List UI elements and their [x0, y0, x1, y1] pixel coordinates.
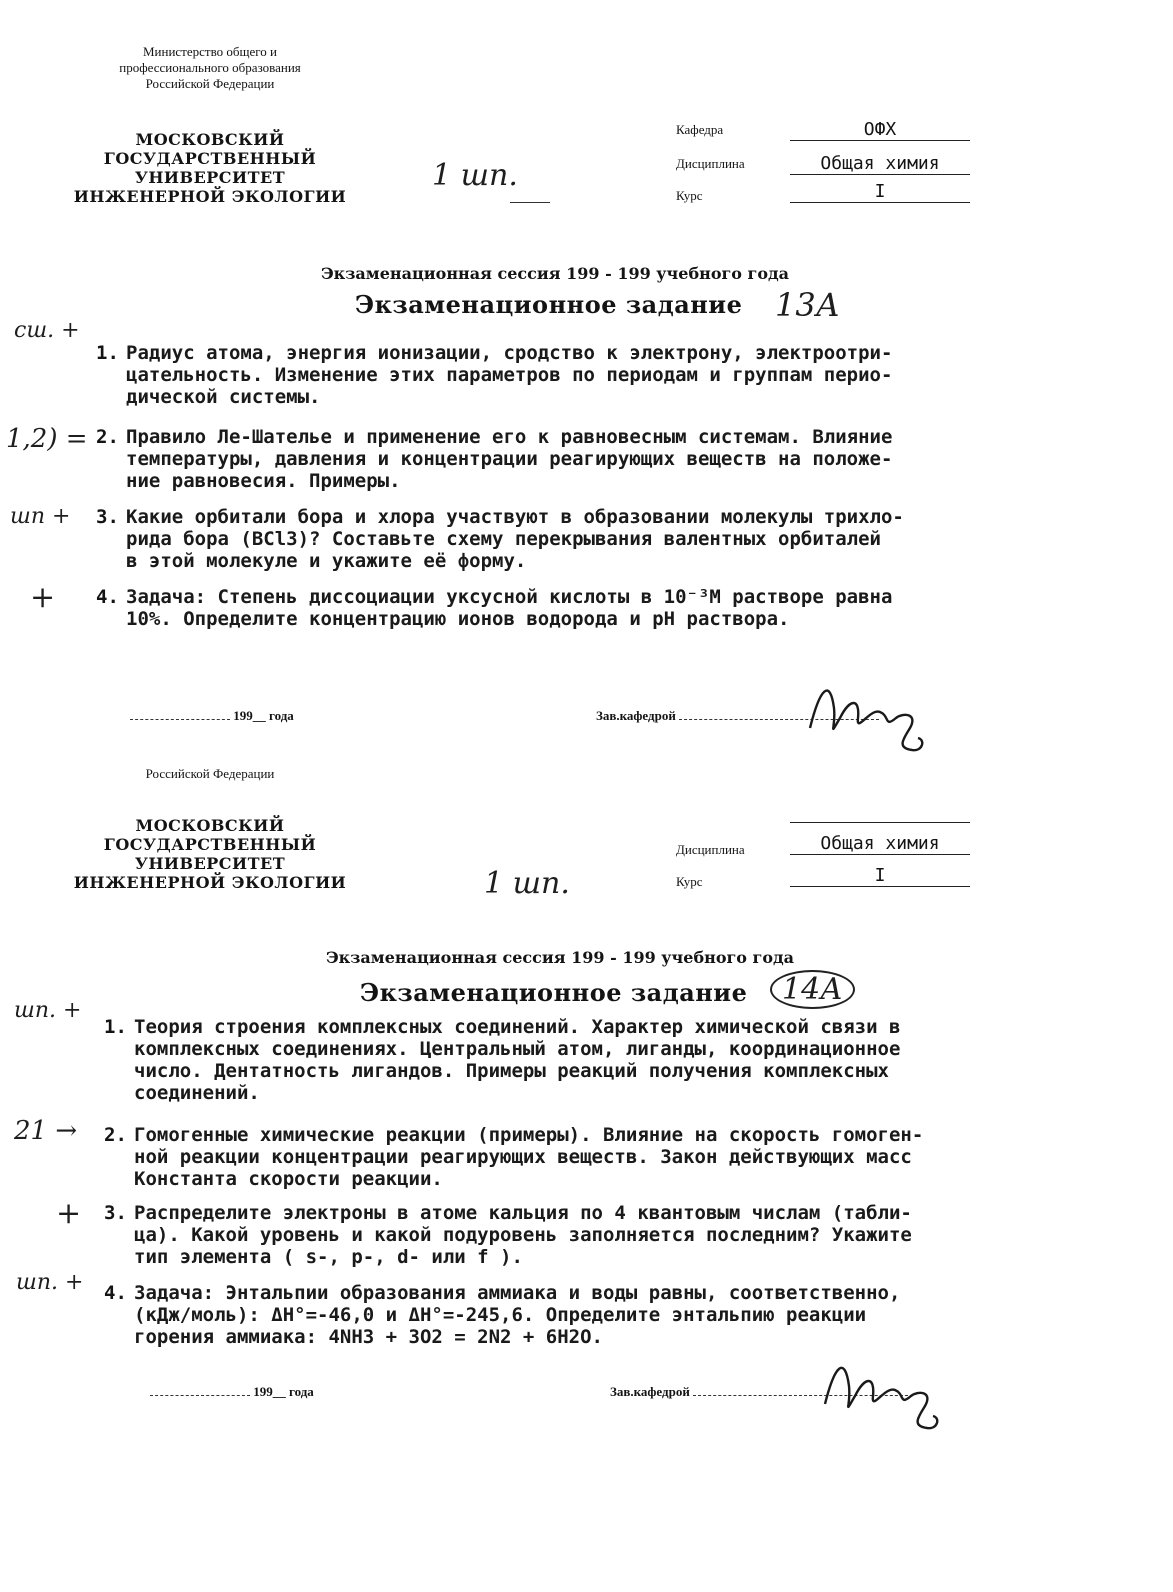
assignment-title: Экзаменационное задание	[360, 978, 748, 1007]
signature-1	[800, 668, 940, 763]
question-line: Задача: Энтальпии образования аммиака и воды равны, соответственно,	[134, 1282, 901, 1304]
margin-mark: сш. +	[14, 318, 80, 343]
question-line: Правило Ле-Шателье и применение его к равновесным системам. Влияние	[126, 426, 893, 448]
course-value: I	[790, 866, 970, 887]
university-line: УНИВЕРСИТЕТ	[134, 854, 286, 873]
question-number: 4.	[104, 1282, 127, 1304]
dept-blank	[790, 822, 970, 823]
question-line: Константа скорости реакции.	[134, 1168, 443, 1190]
question-line: ние равновесия. Примеры.	[126, 470, 401, 492]
discipline-label: Дисциплина	[676, 842, 745, 857]
university-line: ГОСУДАРСТВЕННЫЙ	[103, 149, 317, 168]
course-value: I	[790, 182, 970, 203]
ministry-block	[60, 44, 360, 92]
margin-mark: шп. +	[14, 998, 82, 1023]
question-3	[134, 1202, 1089, 1268]
date-blank	[130, 719, 230, 720]
margin-mark: +	[56, 1196, 82, 1231]
question-line: горения аммиака: 4NH3 + 3O2 = 2N2 + 6H2O.	[134, 1326, 603, 1348]
date-line	[150, 1384, 314, 1400]
session-line: Экзаменационная сессия 199 - 199 учебного года	[320, 264, 790, 283]
margin-mark: +	[30, 580, 56, 615]
university-line: ГОСУДАРСТВЕННЫЙ	[103, 835, 317, 854]
handwritten-note: 1 шп.	[484, 866, 570, 901]
question-line: Теория строения комплексных соединений. Характер химической связи в	[134, 1016, 901, 1038]
ministry-line: Министерство общего и	[142, 44, 277, 59]
question-line: ца). Какой уровень и какой подуровень заполняется последним? Укажите	[134, 1224, 912, 1246]
university-line: УНИВЕРСИТЕТ	[134, 168, 286, 187]
question-line: соединений.	[134, 1082, 260, 1104]
margin-mark: шп. +	[16, 1270, 84, 1295]
university-name	[60, 130, 360, 206]
question-line: Распределите электроны в атоме кальция по 4 квантовым числам (табли-	[134, 1202, 912, 1224]
question-number: 1.	[96, 342, 119, 364]
question-line: ной реакции концентрации реагирующих веществ. Закон действующих масс	[134, 1146, 912, 1168]
university-line: ИНЖЕНЕРНОЙ ЭКОЛОГИИ	[73, 873, 347, 892]
question-number: 3.	[104, 1202, 127, 1224]
question-line: 10%. Определите концентрацию ионов водорода и рН раствора.	[126, 608, 790, 630]
course-label: Курс	[676, 874, 703, 889]
question-line: в этой молекуле и укажите её форму.	[126, 550, 527, 572]
ministry-line: профессионального образования	[119, 60, 301, 75]
question-line: Какие орбитали бора и хлора участвуют в образовании молекулы трихло-	[126, 506, 904, 528]
date-text: 199__ года	[253, 1384, 314, 1399]
question-number: 1.	[104, 1016, 127, 1038]
question-line: Радиус атома, энергия ионизации, сродство к электрону, электроотри-	[126, 342, 893, 364]
question-line: комплексных соединениях. Центральный атом, лиганды, координационное	[134, 1038, 901, 1060]
question-1	[134, 1016, 1089, 1104]
university-line: МОСКОВСКИЙ	[135, 816, 285, 835]
ministry-line: Российской Федерации	[145, 766, 275, 781]
question-line: число. Дентатность лигандов. Примеры реакций получения комплексных	[134, 1060, 889, 1082]
question-line: дической системы.	[126, 386, 321, 408]
question-line: рида бора (BCl3)? Составьте схему перекрывания валентных орбиталей	[126, 528, 881, 550]
handwritten-note: 1 шп.	[432, 158, 518, 193]
date-text: 199__ года	[233, 708, 294, 723]
assignment-number: 14А	[770, 970, 855, 1009]
session-line: Экзаменационная сессия 199 - 199 учебного года	[325, 948, 795, 967]
date-blank	[150, 1395, 250, 1396]
question-number: 2.	[96, 426, 119, 448]
ministry-line: Российской Федерации	[145, 76, 275, 91]
head-label: Зав.кафедрой	[610, 1384, 690, 1399]
question-4	[134, 1282, 1089, 1348]
question-1	[126, 342, 1081, 408]
question-2	[126, 426, 1081, 492]
question-3	[126, 506, 1081, 572]
signature-2	[815, 1346, 955, 1441]
dept-value: ОФХ	[790, 120, 970, 141]
question-line: цательность. Изменение этих параметров по периодам и группам перио-	[126, 364, 893, 386]
question-line: температуры, давления и концентрации реагирующих веществ на положе-	[126, 448, 893, 470]
discipline-value: Общая химия	[790, 154, 970, 175]
question-line: Гомогенные химические реакции (примеры). Влияние на скорость гомоген-	[134, 1124, 924, 1146]
question-number: 3.	[96, 506, 119, 528]
margin-mark: 21 →	[14, 1116, 78, 1146]
question-number: 2.	[104, 1124, 127, 1146]
question-2	[134, 1124, 1089, 1190]
divider	[510, 202, 550, 203]
question-4	[126, 586, 1081, 630]
dept-label: Кафедра	[676, 122, 724, 137]
university-line: МОСКОВСКИЙ	[135, 130, 285, 149]
margin-mark: шп +	[10, 504, 71, 529]
assignment-number: 13А	[775, 286, 840, 324]
margin-mark: 1,2) =	[6, 424, 88, 454]
question-number: 4.	[96, 586, 119, 608]
course-label: Курс	[676, 188, 703, 203]
question-line: (кДж/моль): ΔH°=-46,0 и ΔH°=-245,6. Определите энтальпию реакции	[134, 1304, 867, 1326]
university-line: ИНЖЕНЕРНОЙ ЭКОЛОГИИ	[73, 187, 347, 206]
university-name	[60, 816, 360, 892]
discipline-value: Общая химия	[790, 834, 970, 855]
discipline-label: Дисциплина	[676, 156, 745, 171]
question-line: тип элемента ( s-, p-, d- или f ).	[134, 1246, 523, 1268]
date-line	[130, 708, 294, 724]
question-line: Задача: Степень диссоциации уксусной кислоты в 10⁻³М растворе равна	[126, 586, 893, 608]
assignment-title: Экзаменационное задание	[355, 290, 743, 319]
head-label: Зав.кафедрой	[596, 708, 676, 723]
